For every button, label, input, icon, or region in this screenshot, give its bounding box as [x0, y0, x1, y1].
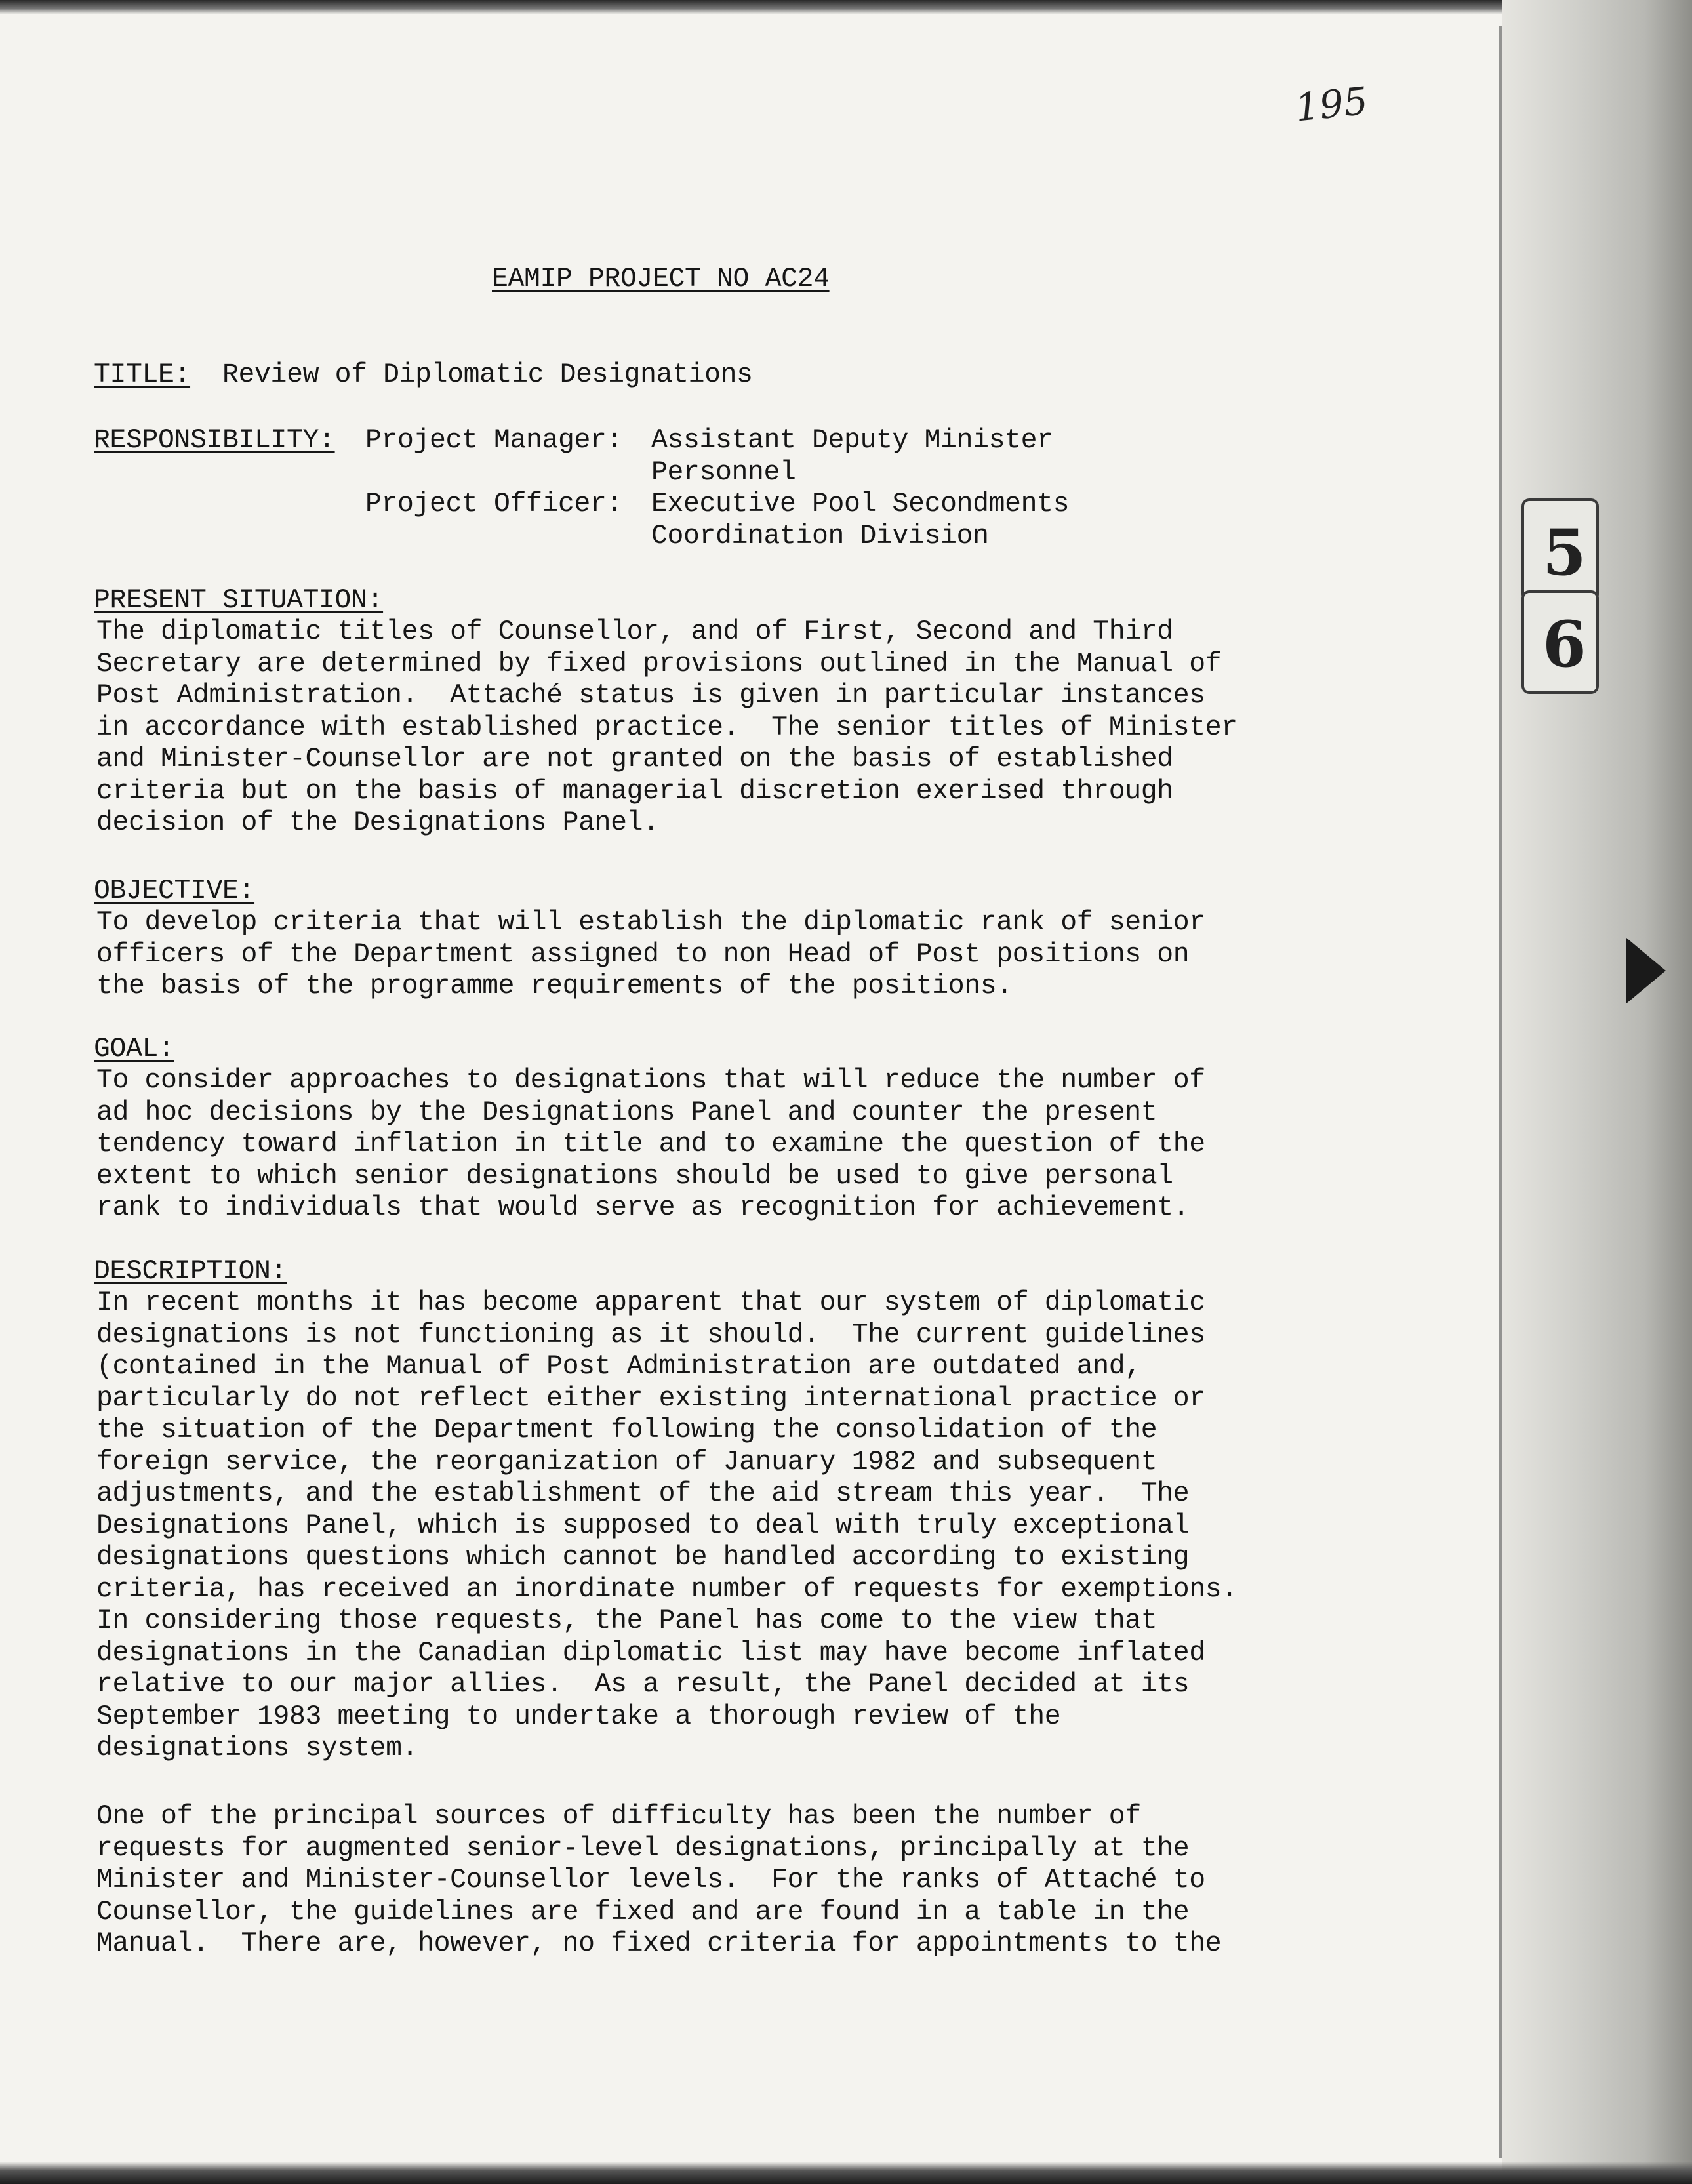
body-line: In considering those requests, the Panel has come to the view that — [96, 1606, 1158, 1636]
body-line: Manual. There are, however, no fixed criteria for appointments to the — [96, 1928, 1222, 1959]
spacer-line — [365, 457, 382, 488]
body-line: designations is not functioning as it should. The current guidelines — [96, 1319, 1205, 1350]
section-body-goal — [96, 1065, 1205, 1224]
section-body-objective — [96, 907, 1205, 1003]
body-line: Post Administration. Attaché status is given in particular instances — [96, 680, 1205, 711]
section-heading-objective: OBJECTIVE: — [94, 876, 255, 906]
body-line: the situation of the Department following the consolidation of the — [96, 1415, 1158, 1446]
project-officer-value: Executive Pool Secondments — [651, 489, 1070, 519]
body-line: criteria but on the basis of managerial discretion exerised through — [96, 775, 1173, 807]
responsibility-label: RESPONSIBILITY: — [94, 425, 335, 456]
side-tab-6 — [1521, 590, 1599, 694]
body-line: Counsellor, the guidelines are fixed and are found in a table in the — [96, 1896, 1190, 1928]
section-body-present-situation — [96, 617, 1238, 839]
body-line: ad hoc decisions by the Designations Panel and counter the present — [96, 1097, 1158, 1128]
title-label: TITLE: — [94, 359, 191, 390]
section-body-description — [96, 1287, 1238, 1765]
body-line: particularly do not reflect either existing international practice or — [96, 1383, 1205, 1414]
body-line: requests for augmented senior-level designations, principally at the — [96, 1832, 1190, 1864]
body-line: the basis of the programme requirements of the positions. — [96, 971, 1013, 1001]
body-line: rank to individuals that would serve as recognition for achievement. — [96, 1192, 1190, 1223]
project-manager-value: Personnel — [651, 456, 796, 488]
title-line — [94, 359, 753, 392]
body-line: The diplomatic titles of Counsellor, and of First, Second and Third — [96, 617, 1173, 647]
body-line: and Minister-Counsellor are not granted on the basis of established — [96, 744, 1173, 775]
project-officer-value: Coordination Division — [651, 520, 989, 552]
body-line: relative to our major allies. As a result, the Panel decided at its — [96, 1669, 1190, 1700]
body-line: designations in the Canadian diplomatic list may have become inflated — [96, 1637, 1205, 1668]
body-line: decision of the Designations Panel. — [96, 807, 659, 838]
body-line: extent to which senior designations should be used to give personal — [96, 1160, 1173, 1192]
body-line: (contained in the Manual of Post Administration are outdated and, — [96, 1351, 1141, 1382]
scan-edge-bottom — [0, 2162, 1692, 2184]
body-line: designations questions which cannot be handled according to existing — [96, 1542, 1190, 1573]
body-line: foreign service, the reorganization of January 1982 and subsequent — [96, 1446, 1158, 1478]
responsibility-roles — [365, 425, 622, 521]
binder-marker-icon — [1626, 938, 1666, 1003]
project-officer-label: Project Officer: — [365, 489, 623, 519]
scan-edge-top — [0, 0, 1692, 14]
body-line: Designations Panel, which is supposed to deal with truly exceptional — [96, 1510, 1190, 1541]
section-heading-present-situation: PRESENT SITUATION: — [94, 585, 384, 616]
side-tab-label: 6 — [1542, 607, 1586, 681]
project-manager-label: Project Manager: — [365, 425, 623, 456]
body-line: adjustments, and the establishment of the aid stream this year. The — [96, 1478, 1190, 1509]
body-line: tendency toward inflation in title and to examine the question of the — [96, 1129, 1205, 1160]
body-line: Secretary are determined by fixed provisions outlined in the Manual of — [96, 648, 1222, 679]
side-tab-5 — [1521, 498, 1599, 602]
body-line: criteria, has received an inordinate number of requests for exemptions. — [96, 1573, 1238, 1605]
section-body-continuation — [96, 1801, 1221, 1960]
section-heading-description: DESCRIPTION: — [94, 1256, 287, 1287]
side-tab-label: 5 — [1542, 516, 1586, 590]
body-line: To consider approaches to designations that will reduce the number of — [96, 1065, 1205, 1096]
body-line: September 1983 meeting to undertake a thorough review of the — [96, 1701, 1061, 1732]
body-line: designations system. — [96, 1733, 418, 1764]
body-line: To develop criteria that will establish the diplomatic rank of senior — [96, 907, 1205, 938]
handwritten-page-number: 195 — [1293, 78, 1370, 131]
body-line: Minister and Minister-Counsellor levels. For the ranks of Attaché to — [96, 1865, 1205, 1895]
project-manager-value: Assistant Deputy Minister — [651, 425, 1053, 456]
project-number: EAMIP PROJECT NO AC24 — [492, 264, 830, 294]
body-line: One of the principal sources of difficulty has been the number of — [96, 1801, 1141, 1832]
binder-edge — [1502, 0, 1692, 2184]
responsibility-values — [651, 425, 1069, 552]
body-line: In recent months it has become apparent that our system of diplomatic — [96, 1287, 1205, 1318]
title-value: Review of Diplomatic Designations — [222, 359, 753, 390]
section-heading-goal: GOAL: — [94, 1034, 174, 1064]
body-line: officers of the Department assigned to non Head of Post positions on — [96, 939, 1190, 970]
body-line: in accordance with established practice. The senior titles of Minister — [96, 712, 1238, 743]
